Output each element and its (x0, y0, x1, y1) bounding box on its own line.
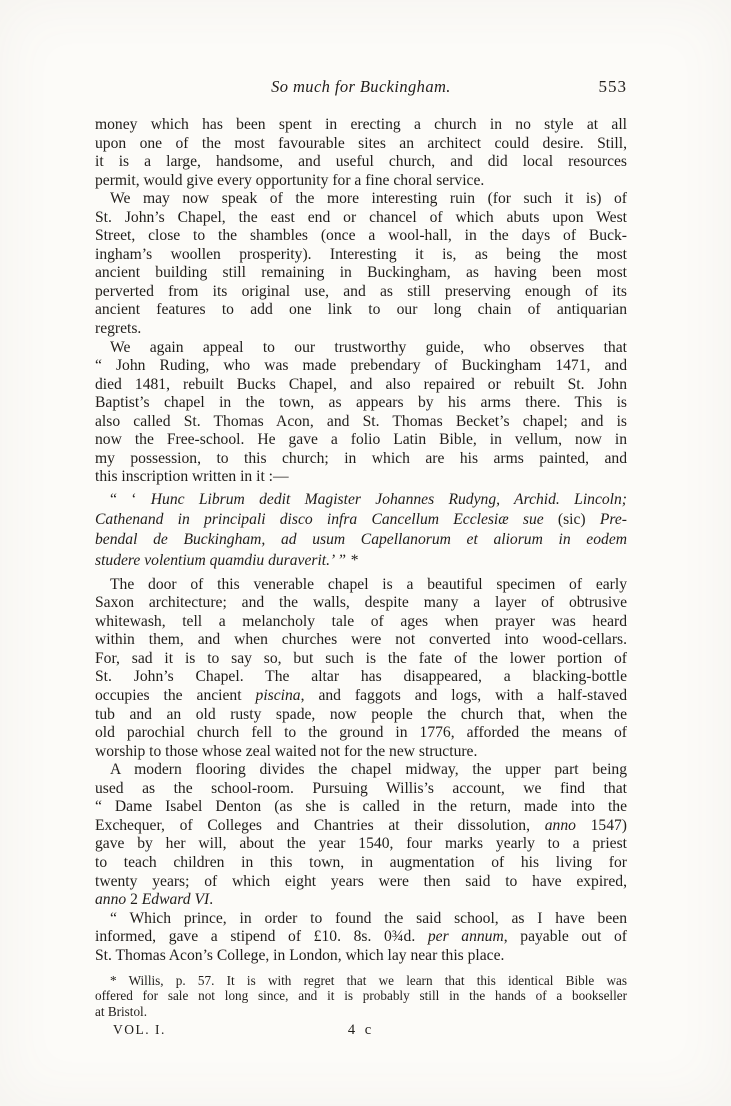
text-run: Hunc Librum dedit Magister Johannes Rudyng, Archid. Lincoln; (150, 490, 627, 508)
paragraph-3 (95, 339, 627, 487)
footnote (95, 973, 627, 1019)
text-run: * Willis, p. 57. It is with regret that we learn that this identical Bible was (110, 973, 627, 989)
text-run: died 1481, rebuilt Bucks Chapel, and also repaired or rebuilt St. John (95, 375, 627, 393)
text-run: anno (95, 891, 127, 909)
text-run: St. John’s Chapel. The altar has disappeared, a blacking-bottle (95, 668, 627, 686)
text-line (95, 551, 627, 571)
text-run: informed, gave a stipend of £10. 8s. 0¾d. (95, 928, 428, 946)
text-run: We again appeal to our trustworthy guide, who observes that (110, 338, 627, 356)
text-line (95, 320, 627, 339)
text-run: piscina (255, 687, 301, 705)
text-line (95, 798, 627, 817)
text-run: Cathenand in principali disco infra Cancellum Ecclesiæ sue (95, 511, 558, 529)
text-run: money which has been spent in erecting a church in no style at all (95, 116, 627, 133)
text-line (95, 530, 627, 550)
text-run: my possession, to this church; in which are his arms painted, and (95, 449, 627, 467)
text-run: 1547) (575, 816, 628, 834)
text-run: also called St. Thomas Acon, and St. Thomas Becket’s chapel; and is (95, 412, 627, 430)
text-line (95, 209, 627, 228)
text-run: “ Which prince, in order to found the said school, as I have been (110, 909, 627, 927)
text-line (95, 153, 627, 172)
text-line (95, 246, 627, 265)
text-run: ingham’s woollen prosperity). Interesting it is, as being the most (95, 245, 627, 263)
text-line (95, 613, 627, 632)
text-run: , and faggots and logs, with a half-staved (300, 687, 627, 705)
text-block (95, 116, 627, 1040)
text-line (95, 891, 627, 910)
signature-mark: 4 c (347, 1021, 375, 1038)
text-run: Saxon architecture; and the walls, despite many a layer of obtrusive (95, 594, 627, 612)
text-line (95, 1004, 627, 1019)
text-line (95, 376, 627, 395)
text-line (95, 854, 627, 873)
paragraph-2 (95, 190, 627, 338)
text-line (95, 264, 627, 283)
text-line (95, 594, 627, 613)
text-line (95, 468, 627, 487)
text-line (95, 413, 627, 432)
text-run: whitewash, tell a melancholy tale of ages when prayer was heard (95, 612, 627, 630)
text-line (95, 283, 627, 302)
text-line (95, 780, 627, 799)
text-run: upon one of the most favourable sites an architect could desire. Still, (95, 134, 627, 152)
text-run: , payable out of (503, 928, 627, 946)
text-line (95, 631, 627, 650)
text-line (95, 706, 627, 725)
text-line (95, 873, 627, 892)
page-footer (95, 1022, 627, 1040)
text-run: regrets. (95, 320, 142, 338)
text-line (95, 172, 627, 191)
text-run: “ John Ruding, who was made prebendary of Buckingham 1471, and (95, 357, 627, 375)
paragraph-6 (95, 910, 627, 966)
text-line (95, 135, 627, 154)
text-run: Exchequer, of Colleges and Chantries at their dissolution, (95, 816, 545, 834)
running-header (95, 77, 627, 99)
text-line (95, 510, 627, 530)
text-run: studere volentium quamdiu duraverit.’ ” * (95, 551, 358, 569)
text-line (95, 928, 627, 947)
text-line (95, 988, 627, 1003)
text-run: old parochial church fell to the ground in 1776, afforded the means of (95, 724, 627, 742)
text-run: perverted from its original use, and as still preserving enough of its (95, 282, 627, 300)
text-run: “ Dame Isabel Denton (as she is called in the return, made into the (95, 798, 627, 816)
text-line (95, 450, 627, 469)
text-line (95, 650, 627, 669)
paragraph-1 (95, 116, 627, 190)
text-run: to teach children in this town, in augmentation of his living for (95, 853, 627, 871)
text-line (95, 668, 627, 687)
text-run: ancient building still remaining in Buckingham, as having been most (95, 264, 627, 282)
text-run: per annum (427, 928, 504, 946)
text-line (95, 490, 627, 510)
text-line (95, 724, 627, 743)
text-run: used as the school-room. Pursuing Willis’s account, we find that (95, 779, 627, 797)
text-run: A modern flooring divides the chapel midway, the upper part being (110, 761, 627, 779)
text-run: 2 (126, 891, 142, 909)
text-run: Edward VI (141, 891, 210, 909)
text-run: offered for sale not long since, and it is probably still in the hands of a bookseller (95, 988, 627, 1004)
text-run: it is a large, handsome, and useful church, and did local resources (95, 153, 627, 171)
text-run: Pre- (599, 511, 627, 529)
text-line (95, 227, 627, 246)
text-run: St. John’s Chapel, the east end or chancel of which abuts upon West (95, 208, 627, 226)
text-run: anno (544, 816, 576, 834)
text-line (95, 431, 627, 450)
text-line (95, 394, 627, 413)
text-line (95, 301, 627, 320)
volume-label: VOL. I. (113, 1021, 166, 1037)
text-run: . (209, 891, 214, 909)
text-run: now the Free-school. He gave a folio Latin Bible, in vellum, now in (95, 431, 627, 449)
text-run: (sic) (557, 511, 600, 529)
text-run: permit, would give every opportunity for a fine choral service. (95, 171, 485, 189)
text-line (95, 973, 627, 988)
text-run: “ ‘ (110, 490, 151, 508)
text-line (95, 687, 627, 706)
text-run: Street, close to the shambles (once a wool-hall, in the days of Buck- (95, 227, 627, 245)
text-run: worship to those whose zeal waited not for the new structure. (95, 742, 478, 760)
text-line (95, 339, 627, 358)
paragraph-4 (95, 576, 627, 761)
text-run: ancient features to add one link to our long chain of antiquarian (95, 301, 627, 319)
text-line (95, 835, 627, 854)
paragraph-5 (95, 761, 627, 909)
text-line (95, 761, 627, 780)
text-line (95, 116, 627, 135)
text-line (95, 910, 627, 929)
text-line (95, 357, 627, 376)
running-head-title: So much for Buckingham. (271, 77, 451, 96)
text-line (95, 817, 627, 836)
text-run: For, sad it is to say so, but such is the fate of the lower portion of (95, 649, 627, 667)
footnote-area (95, 973, 627, 1019)
text-run: Baptist’s chapel in the town, as appears by his arms there. This is (95, 394, 627, 412)
latin-inscription (95, 490, 627, 571)
text-run: twenty years; of which eight years were then said to have expired, (95, 872, 627, 890)
text-run: this inscription written in it :— (95, 468, 289, 486)
text-run: at Bristol. (95, 1003, 148, 1019)
text-line (95, 947, 627, 966)
text-run: within them, and when churches were not converted into wood-cellars. (95, 631, 627, 649)
text-run: We may now speak of the more interesting ruin (for such it is) of (110, 190, 627, 208)
text-run: gave by her will, about the year 1540, four marks yearly to a priest (95, 835, 627, 853)
text-line (95, 743, 627, 762)
text-run: tub and an old rusty spade, now people the church that, when the (95, 705, 627, 723)
text-run: The door of this venerable chapel is a beautiful specimen of early (110, 575, 627, 593)
text-line (95, 576, 627, 595)
text-run: occupies the ancient (95, 687, 256, 705)
text-run: bendal de Buckingham, ad usum Capellanorum et aliorum in eodem (95, 531, 627, 549)
text-line (95, 190, 627, 209)
page-number: 553 (598, 77, 627, 96)
text-run: St. Thomas Acon’s College, in London, which lay near this place. (95, 946, 505, 964)
